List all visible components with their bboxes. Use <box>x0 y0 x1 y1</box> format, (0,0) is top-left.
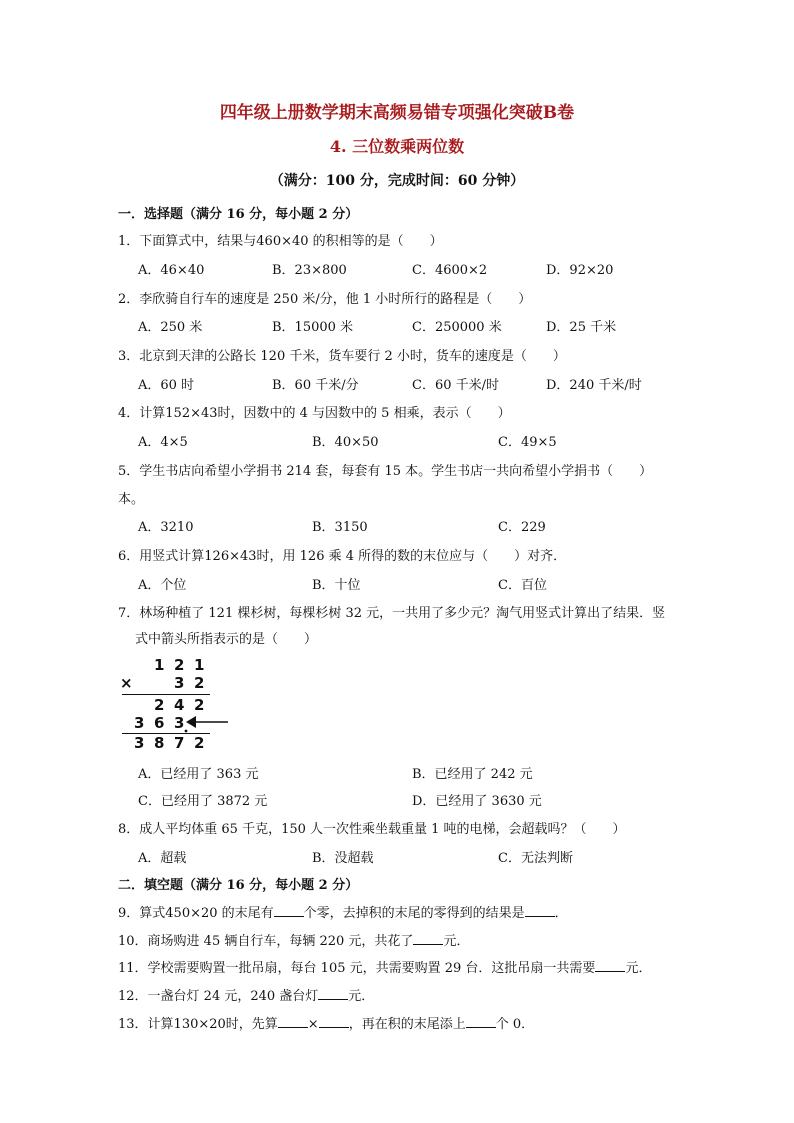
question-6-option-a[interactable]: A．个位 <box>138 578 187 593</box>
calc-digit: 4 <box>174 696 185 714</box>
question-10-text: 元． <box>443 934 470 949</box>
question-4-option-b[interactable]: B．40×50 <box>312 435 379 450</box>
question-7-stem-cont: 式中箭头所指表示的是（ ） <box>135 632 318 647</box>
calc-digit: 2 <box>194 674 205 692</box>
calc-digit: 3 <box>134 734 145 752</box>
answer-blank[interactable] <box>525 904 555 917</box>
exam-title: 四年级上册数学期末高频易错专项强化突破B卷 <box>219 103 575 123</box>
multiply-sign: × <box>120 674 133 692</box>
question-2-option-b[interactable]: B．15000 米 <box>272 320 354 335</box>
question-13-text: 13．计算130×20时，先算 <box>118 1017 278 1032</box>
question-5-option-b[interactable]: B．3150 <box>312 520 368 535</box>
question-1-option-a[interactable]: A．46×40 <box>138 263 205 278</box>
question-3-option-c[interactable]: C．60 千米/时 <box>412 378 500 393</box>
question-13 <box>118 1013 534 1032</box>
exam-subtitle: 4. 三位数乘两位数 <box>329 137 465 156</box>
question-8-option-c[interactable]: C．无法判断 <box>498 851 573 866</box>
question-7-option-b[interactable]: B．已经用了 242 元 <box>412 767 533 782</box>
question-2-option-a[interactable]: A．250 米 <box>138 320 203 335</box>
exam-info: （满分：100 分，完成时间：60 分钟） <box>269 173 525 189</box>
calc-digit: 3 <box>174 674 185 692</box>
question-13-text: 个 0． <box>495 1017 535 1032</box>
question-7-option-a[interactable]: A．已经用了 363 元 <box>138 767 259 782</box>
question-2-option-d[interactable]: D．25 千米 <box>546 320 617 335</box>
calc-digit: 2 <box>194 696 205 714</box>
question-7-option-d[interactable]: D．已经用了 3630 元 <box>412 794 542 809</box>
question-5-stem-cont: 本。 <box>118 492 145 507</box>
question-4-option-c[interactable]: C．49×5 <box>498 435 557 450</box>
question-2-option-c[interactable]: C．250000 米 <box>412 320 502 335</box>
question-7-option-c[interactable]: C．已经用了 3872 元 <box>138 794 268 809</box>
calc-digit: 8 <box>154 734 165 752</box>
question-6-option-c[interactable]: C．百位 <box>498 578 547 593</box>
question-11-text: 11．学校需要购置一批吊扇，每台 105 元，共需要购置 29 台．这批吊扇一共需要 <box>118 961 596 976</box>
question-5-option-a[interactable]: A．3210 <box>138 520 194 535</box>
question-6-option-b[interactable]: B．十位 <box>312 578 361 593</box>
question-10-text: 10．商场购进 45 辆自行车，每辆 220 元，共花了 <box>118 934 414 949</box>
answer-blank[interactable] <box>319 1015 349 1028</box>
question-9 <box>118 902 568 921</box>
question-1-option-b[interactable]: B．23×800 <box>272 263 347 278</box>
answer-blank[interactable] <box>595 959 625 972</box>
vertical-multiplication <box>118 656 248 752</box>
question-1-option-c[interactable]: C．4600×2 <box>412 263 488 278</box>
calc-digit: 6 <box>154 714 165 732</box>
question-11-text: 元． <box>625 961 652 976</box>
calc-digit: 1 <box>194 656 205 674</box>
question-6-stem: 6．用竖式计算126×43时，用 126 乘 4 所得的数的末位应与（ ）对齐． <box>118 549 567 564</box>
question-5-stem: 5．学生书店向希望小学捐书 214 套，每套有 15 本。学生书店一共向希望小学捐书（ ） <box>118 464 653 479</box>
calc-digit: 3 <box>174 714 185 732</box>
calc-digit: 1 <box>154 656 165 674</box>
question-5-option-c[interactable]: C．229 <box>498 520 546 535</box>
calc-digit: 7 <box>174 734 185 752</box>
question-7-stem: 7．林场种植了 121 棵杉树，每棵杉树 32 元，一共用了多少元？淘气用竖式计算出了结果．竖 <box>118 606 666 621</box>
question-8-option-b[interactable]: B．没超载 <box>312 851 374 866</box>
answer-blank[interactable] <box>278 1015 308 1028</box>
question-11 <box>118 957 651 976</box>
question-4-stem: 4．计算152×43时，因数中的 4 与因数中的 5 相乘，表示（ ） <box>118 406 511 421</box>
calc-digit: 2 <box>194 734 205 752</box>
question-10 <box>118 930 469 949</box>
question-1-option-d[interactable]: D．92×20 <box>546 263 614 278</box>
answer-blank[interactable] <box>413 932 443 945</box>
question-2-stem: 2．李欣骑自行车的速度是 250 米/分，他 1 小时所行的路程是（ ） <box>118 292 532 307</box>
question-3-option-d[interactable]: D．240 千米/时 <box>546 378 642 393</box>
answer-blank[interactable] <box>274 904 304 917</box>
question-3-option-a[interactable]: A．60 时 <box>138 378 195 393</box>
question-13-text: ，再在积的末尾添上 <box>348 1017 466 1032</box>
question-3-stem: 3．北京到天津的公路长 120 千米，货车要行 2 小时，货车的速度是（ ） <box>118 349 566 364</box>
calc-digit: 3 <box>134 714 145 732</box>
question-9-text: 个零，去掉积的末尾的零得到的结果是 <box>303 906 525 921</box>
question-13-text: × <box>307 1017 319 1032</box>
question-8-stem: 8．成人平均体重 65 千克，150 人一次性乘坐载重量 1 吨的电梯，会超载吗？（ ） <box>118 822 626 837</box>
question-1-stem: 1．下面算式中，结果与460×40 的积相等的是（ ） <box>118 234 443 249</box>
question-12-text: 元． <box>348 989 375 1004</box>
question-3-option-b[interactable]: B．60 千米/分 <box>272 378 359 393</box>
calc-digit: 2 <box>154 696 165 714</box>
section-heading-fill: 二．填空题（满分 16 分，每小题 2 分） <box>118 878 359 893</box>
question-9-text: 9．算式450×20 的末尾有 <box>118 906 274 921</box>
section-heading-choice: 一．选择题（满分 16 分，每小题 2 分） <box>118 207 359 222</box>
question-12 <box>118 985 374 1004</box>
question-9-text: ． <box>554 906 568 921</box>
answer-blank[interactable] <box>318 987 348 1000</box>
answer-blank[interactable] <box>466 1015 496 1028</box>
question-4-option-a[interactable]: A．4×5 <box>138 435 188 450</box>
calc-digit: 2 <box>174 656 185 674</box>
question-12-text: 12．一盏台灯 24 元，240 盏台灯 <box>118 989 319 1004</box>
question-8-option-a[interactable]: A．超载 <box>138 851 187 866</box>
